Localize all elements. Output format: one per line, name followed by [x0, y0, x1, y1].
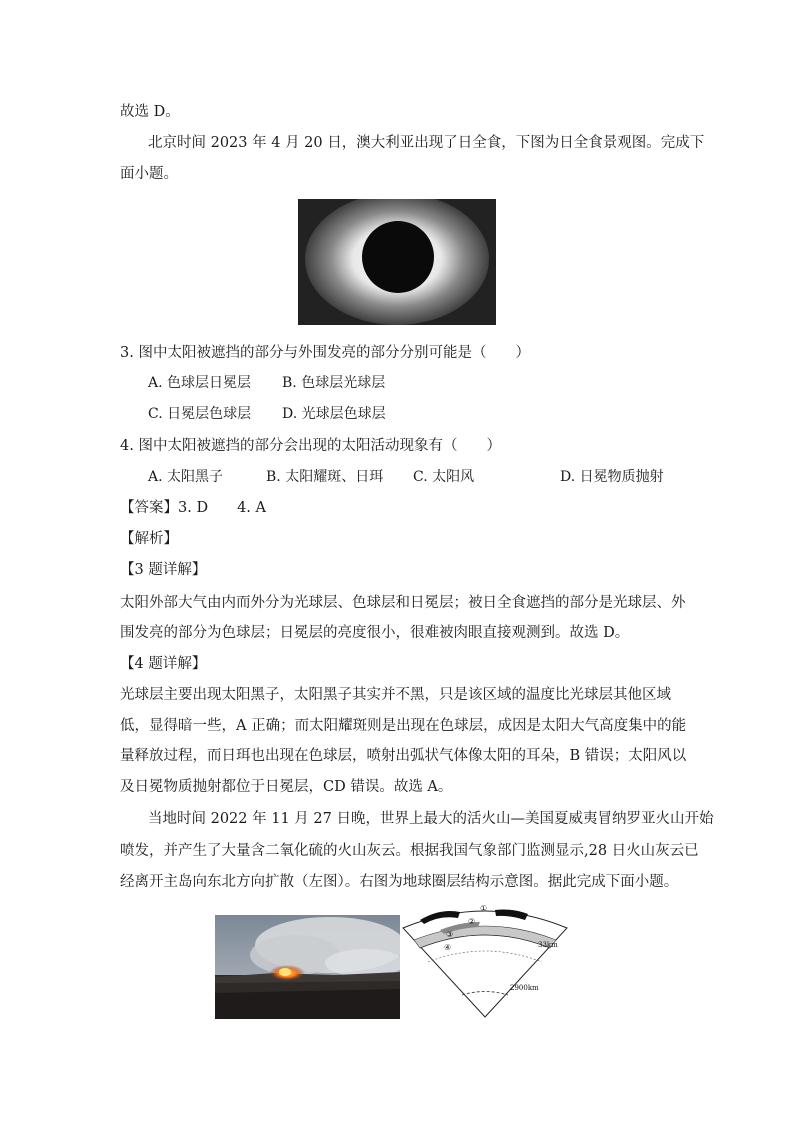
analysis-heading: 【解析】	[120, 531, 178, 547]
depth-2900km-label: 2900km	[510, 984, 539, 992]
volcano-eruption-image	[215, 915, 400, 1019]
solar-eclipse-image	[298, 199, 496, 325]
answer: 【答案】3. D 4. A	[120, 500, 266, 516]
text-line: 量释放过程，而日珥也出现在色球层，喷射出弧状气体像太阳的耳朵，B 错误；太阳风以	[120, 748, 687, 764]
text-line: 经离开主岛向东北方向扩散（左图）。右图为地球圈层结构示意图。据此完成下面小题。	[120, 874, 679, 890]
earth-layers-diagram	[400, 900, 570, 1020]
text-line: 及日冕物质抛射都位于日冕层，CD 错误。故选 A。	[120, 779, 453, 795]
text-line: 面小题。	[120, 166, 178, 182]
label-3: ③	[446, 930, 454, 939]
text-line: 太阳外部大气由内而外分为光球层、色球层和日冕层；被日全食遮挡的部分是光球层、外	[120, 595, 686, 611]
label-1: ①	[480, 904, 488, 913]
option-3b: B. 色球层光球层	[282, 375, 386, 391]
option-3c: C. 日冕层色球层	[148, 406, 252, 422]
option-4d: D. 日冕物质抛射	[560, 469, 664, 485]
question-3: 3. 图中太阳被遮挡的部分与外围发亮的部分分别可能是（ ）	[120, 345, 530, 361]
question-4: 4. 图中太阳被遮挡的部分会出现的太阳活动现象有（ ）	[120, 438, 501, 454]
option-4a: A. 太阳黑子	[148, 469, 224, 485]
text-line: 北京时间 2023 年 4 月 20 日，澳大利亚出现了日全食，下图为日全食景观图。完成下	[148, 135, 705, 151]
label-4: ④	[444, 943, 452, 952]
depth-33km-label: 33km	[538, 941, 558, 949]
text-line: 喷发，并产生了大量含二氧化硫的火山灰云。根据我国气象部门监测显示,28 日火山灰云已	[120, 843, 699, 859]
option-4c: C. 太阳风	[413, 469, 475, 485]
text-line: 低，显得暗一些，A 正确；而太阳耀斑则是出现在色球层，成因是太阳大气高度集中的能	[120, 718, 687, 734]
option-3d: D. 光球层色球层	[282, 406, 386, 422]
text-line: 围发亮的部分为色球层；日冕层的亮度很小，很难被肉眼直接观测到。故选 D。	[120, 625, 630, 641]
label-2: ②	[468, 917, 476, 926]
text-line: 当地时间 2022 年 11 月 27 日晚，世界上最大的活火山—美国夏威夷冒纳罗亚火山开始	[148, 811, 714, 827]
text-line: 光球层主要出现太阳黑子，太阳黑子其实并不黑，只是该区域的温度比光球层其他区域	[120, 687, 671, 703]
option-4b: B. 太阳耀斑、日珥	[266, 469, 384, 485]
option-3a: A. 色球层日冕层	[148, 375, 252, 391]
detail-3-heading: 【3 题详解】	[120, 562, 207, 578]
text-line: 故选 D。	[120, 104, 180, 120]
detail-4-heading: 【4 题详解】	[120, 656, 207, 672]
